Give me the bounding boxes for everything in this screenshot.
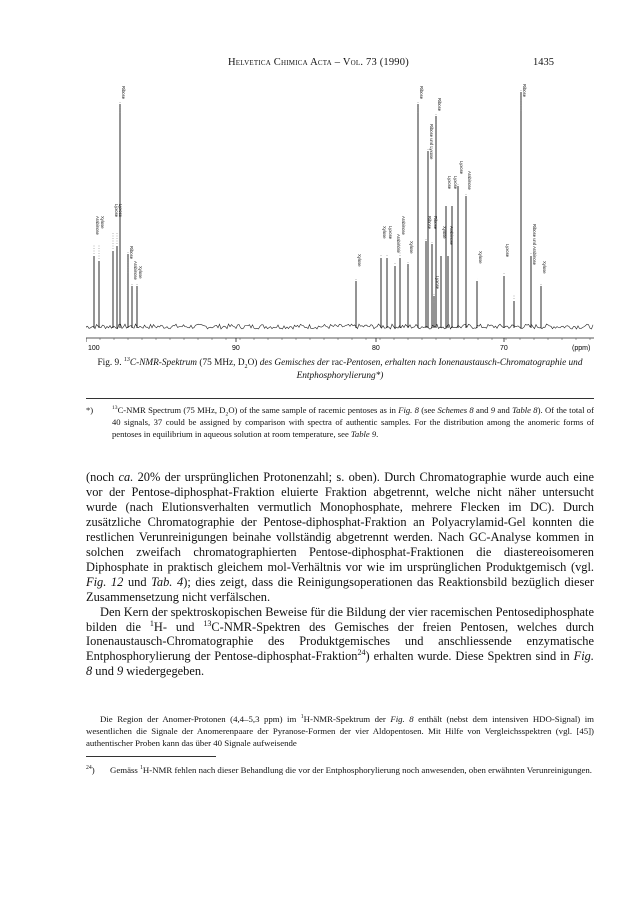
- fn-ref-table8: Table 8: [512, 405, 538, 415]
- peak-label: Arabinose: [467, 171, 472, 190]
- fn-text-c: (see: [418, 405, 438, 415]
- fn24-paren: ): [91, 765, 95, 775]
- peak-label: Xylose: [100, 216, 105, 229]
- fn-ref-scheme8: Schemes 8: [437, 405, 474, 415]
- axis-tick-label: 70: [500, 345, 508, 352]
- sp-a: Die Region der Anomer-Protonen (4,4–5,3 ppm) im: [100, 714, 301, 724]
- paragraph-2: [86, 605, 594, 680]
- sp-isotope: 1: [300, 714, 304, 721]
- isotope-13c: 13: [203, 618, 212, 628]
- paragraph-1: [86, 470, 594, 605]
- peak-label: Ribose: [419, 86, 424, 100]
- peak-label: Lyxose: [459, 161, 464, 175]
- p1-d: ); dies zeigt, dass die Reinigungsoperationen das Reaktionsbild bezüglich dieser Zusammensetzung nicht verfälschen.: [86, 574, 595, 604]
- axis-tick-label: 80: [372, 345, 380, 352]
- fn-text-f: ). Of the total of 40 signals, 37 could be assigned by comparison with spectra of authentic samples. For the distribution among the anomeric forms of pentoses in equilibrium in aqueous solution at room temperature, see: [112, 405, 594, 439]
- caption-conditions: (75 MHz, D: [197, 358, 245, 368]
- sp-fig-ref: Fig. 8: [390, 714, 414, 724]
- caption-desc-b: -Pentosen, erhalten nach Ionenaustausch-Chromatographie und Entphosphorylierung*): [296, 358, 583, 381]
- peak-labels: [95, 84, 547, 290]
- peak-label: Lyxose: [114, 204, 119, 218]
- peak-label: Ribose und Arabinose: [532, 224, 537, 265]
- peak-label: Arabinose: [396, 234, 401, 253]
- figure-caption: [86, 357, 594, 382]
- peak-label: Xylose: [409, 241, 414, 254]
- peak-label: Xylose: [478, 251, 483, 264]
- spectrum-baseline: [86, 324, 593, 329]
- p2-fig8-ref: Fig. 8: [86, 649, 594, 679]
- caption-label: Fig. 9.: [97, 358, 122, 368]
- fn-text-a: C-NMR Spectrum (75 MHz, D: [117, 405, 226, 415]
- footnote-24-mark: [86, 765, 95, 777]
- p2-fig9-ref: 9: [116, 664, 124, 679]
- caption-separator: [86, 398, 594, 399]
- peak-label: Ribose: [121, 86, 126, 100]
- peak-label: Xylose: [382, 226, 387, 239]
- peak-label: Ribose: [437, 98, 442, 112]
- p1-fig-ref: Fig. 12: [86, 574, 124, 589]
- fn24-isotope: 1: [140, 765, 143, 772]
- axis-tick-label: 100: [88, 345, 100, 352]
- peak-label: Xylose: [542, 261, 547, 274]
- p1-ca: ca.: [118, 470, 134, 484]
- axis-tick-label: 90: [232, 345, 240, 352]
- peak-label: Ribose und Lyxose: [429, 124, 434, 160]
- footnote-ref-24: 24: [357, 648, 366, 658]
- p2-b: H- und: [153, 619, 204, 634]
- nmr-spectrum-figure: [86, 76, 594, 352]
- peak-label: Lyxose: [435, 276, 440, 290]
- peak-label: Ribose: [129, 246, 134, 260]
- running-header: [0, 57, 624, 73]
- p1-b: 20% der ursprünglichen Protonenzahl; s. oben). Durch Chromatographie wurde auch eine vor der Pentose-diphosphat-Fraktion eluierte Fraktion abgetrennt, welche nicht näher untersucht wurde (nach Elutionsverhalten vermutlich Monophosphate, mehrere Flecken im DC). Durch zusätzliche Chromatographie der Pentose-diphosphat-Fraktion an Polyacrylamid-Gel konnten die restlichen Verunreinigungen beinahe vollständig abgetrennt werden. Nach GC-Analyse kommen in solchen zweifach chromatographierten Pentose-diphosphat-Fraktionen die diastereoisomeren Diphosphate in praktisch gleichem mol-Verhältnis vor wie im ursprünglichen Produktgemisch (vgl.: [86, 470, 594, 574]
- caption-rac: rac: [331, 358, 344, 368]
- peak-label: Lyxose: [388, 226, 393, 240]
- small-print-paragraph: [86, 714, 594, 749]
- axis-ticks: [86, 338, 590, 352]
- fn-text-d: and: [473, 405, 491, 415]
- p2-f: wiedergegeben.: [123, 664, 205, 679]
- fn-ref-table9: Table 9: [350, 428, 377, 439]
- p2-d: ) erhalten wurde. Diese Spektren sind in: [365, 649, 574, 664]
- peak-label: Arabinose: [133, 261, 138, 280]
- journal-title: Helvetica Chimica Acta – Vol. 73 (1990): [228, 57, 409, 68]
- peak-label: Lyxose: [453, 176, 458, 190]
- footnote-24-text: [110, 765, 594, 777]
- peak-label: Xylose: [357, 254, 362, 267]
- p2-e: und: [92, 664, 117, 679]
- fn-ref-fig8: Fig. 8: [398, 405, 419, 415]
- fn-text-e: and: [495, 405, 513, 415]
- p2-c: C-NMR-Spektren des Gemisches der freien Pentosen, welches durch Ionenaustausch-Chromatographie des Produktgemisches und anschliessende enzymatische Entphosphorylierung der Pentose-diphosphat-Fraktion: [86, 619, 594, 664]
- p1-tab-ref: Tab. 4: [151, 574, 184, 589]
- caption-desc-a: des Gemisches der: [259, 358, 332, 368]
- sp-b: H-NMR-Spektrum der: [303, 714, 391, 724]
- fn24-num: 24: [86, 765, 92, 772]
- p1-c: und: [123, 574, 152, 589]
- footnote-mark: *): [86, 405, 94, 415]
- peak-label: Lyxose: [118, 204, 123, 218]
- fn-text-b: O) of the same sample of racemic pentoses as in: [228, 405, 399, 415]
- peak-label: Xylose: [442, 226, 447, 239]
- peak-label: Ribose: [427, 216, 432, 230]
- caption-subscript: 2: [244, 363, 248, 370]
- caption-title: C-NMR-Spektrum: [129, 358, 198, 368]
- peak-label: Arabinose: [401, 216, 406, 235]
- fn-text-g: .: [376, 428, 379, 439]
- p2-a: Den Kern der spektroskopischen Beweise für die Bildung der vier racemischen Pentosediphosphate bilden die: [86, 604, 594, 634]
- spectrum-peaks: [94, 90, 541, 328]
- peak-label: Lyxose: [447, 176, 452, 190]
- isotope-sup: 13: [112, 405, 118, 412]
- footnote-text: $^{13}$C-NMR Spectrum (75 MHz, $D_2O$) of the same sample of racemic pentoses as in Fig. 8 (see Schemes 8 and 9 and Table 8). Of the total of 40 signals, 37 could be assigned by comparison with spectra of authentic samples. For the distribution among the anomeric forms of pentoses in equilibrium in aqueous solution at room temperature, see Table 9.: [112, 405, 594, 439]
- p1-a: (noch: [86, 470, 119, 484]
- peak-label: Xylose: [138, 266, 143, 279]
- fn24-b: H-NMR fehlen nach dieser Behandlung die vor der Entphosphorylierung noch anwesenden, oben erwähnten Verunreinigungen.: [142, 765, 593, 775]
- footnote-separator: [86, 756, 216, 757]
- sp-c: enthält (nebst dem intensiven HDO-Signal) im wesentlichen die Signale der Anomerenpaare der Pyranose-Formen der vier Aldopentosen. Mit Hilfe von Vergleichsspektren (vgl. [45]) authentischer Proben kann das über 40 Signale aufweisende: [86, 714, 594, 748]
- fn24-a: Gemäss: [110, 765, 141, 775]
- caption-isotope: 13: [123, 356, 130, 363]
- fn-ref-scheme9: 9: [490, 405, 496, 415]
- baseline-noise: [86, 324, 593, 329]
- body-text: [86, 470, 594, 679]
- isotope-1h: 1: [149, 618, 154, 628]
- page-number: 1435: [533, 57, 554, 68]
- peak-label: Ribose: [522, 84, 527, 98]
- peak-label: Arabinose: [95, 216, 100, 235]
- peak-label: Arabinose: [449, 226, 454, 245]
- axis-unit-label: (ppm): [572, 345, 591, 352]
- peak-label: Ribose: [433, 216, 438, 230]
- peak-label: Lyxose: [505, 244, 510, 258]
- caption-conditions-end: O): [247, 358, 260, 368]
